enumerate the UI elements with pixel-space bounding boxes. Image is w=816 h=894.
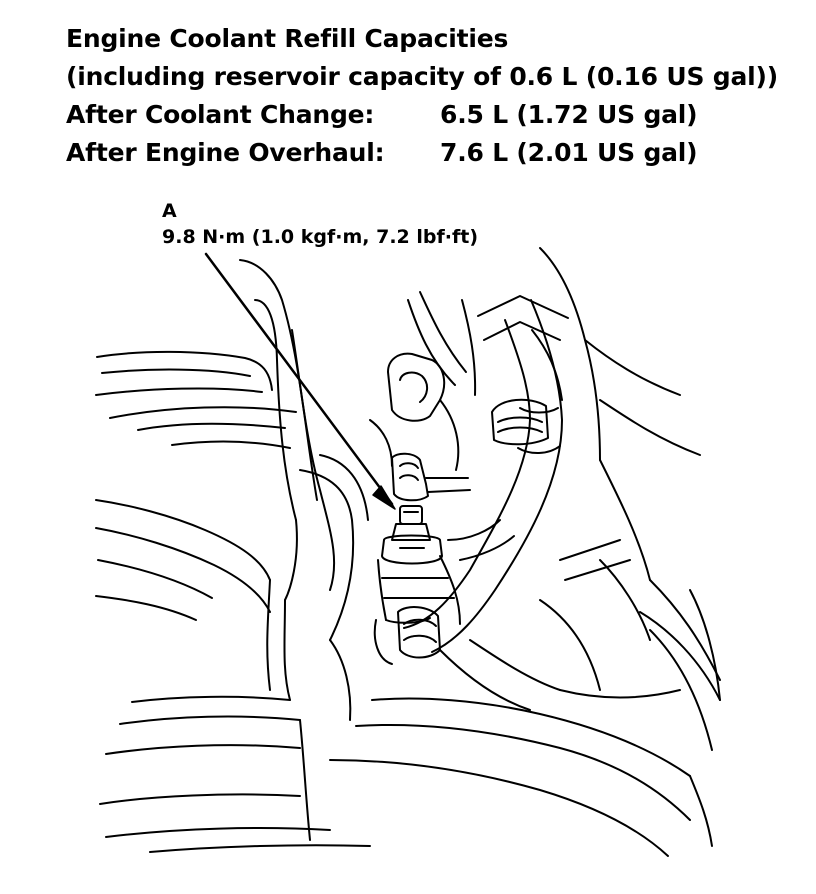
lower-engine <box>330 540 720 856</box>
hose-clamp-upper <box>492 400 548 445</box>
spec-label: After Engine Overhaul: <box>66 138 385 167</box>
coolant-hose <box>404 300 562 652</box>
spec-label: After Coolant Change: <box>66 100 375 129</box>
capacity-subtitle: (including reservoir capacity of 0.6 L (0.16 US gal)) <box>66 62 778 91</box>
spec-value: 7.6 L (2.01 US gal) <box>440 138 698 167</box>
upper-hoses <box>408 248 720 750</box>
callout-letter: A <box>162 200 177 222</box>
thermostat-housing <box>370 354 458 470</box>
capacity-title: Engine Coolant Refill Capacities <box>66 24 509 53</box>
callout-torque: 9.8 N·m (1.0 kgf·m, 7.2 lbf·ft) <box>162 226 479 248</box>
engine-block-left <box>96 260 370 852</box>
spec-value: 6.5 L (1.72 US gal) <box>440 100 698 129</box>
bleed-bolt <box>382 506 442 564</box>
